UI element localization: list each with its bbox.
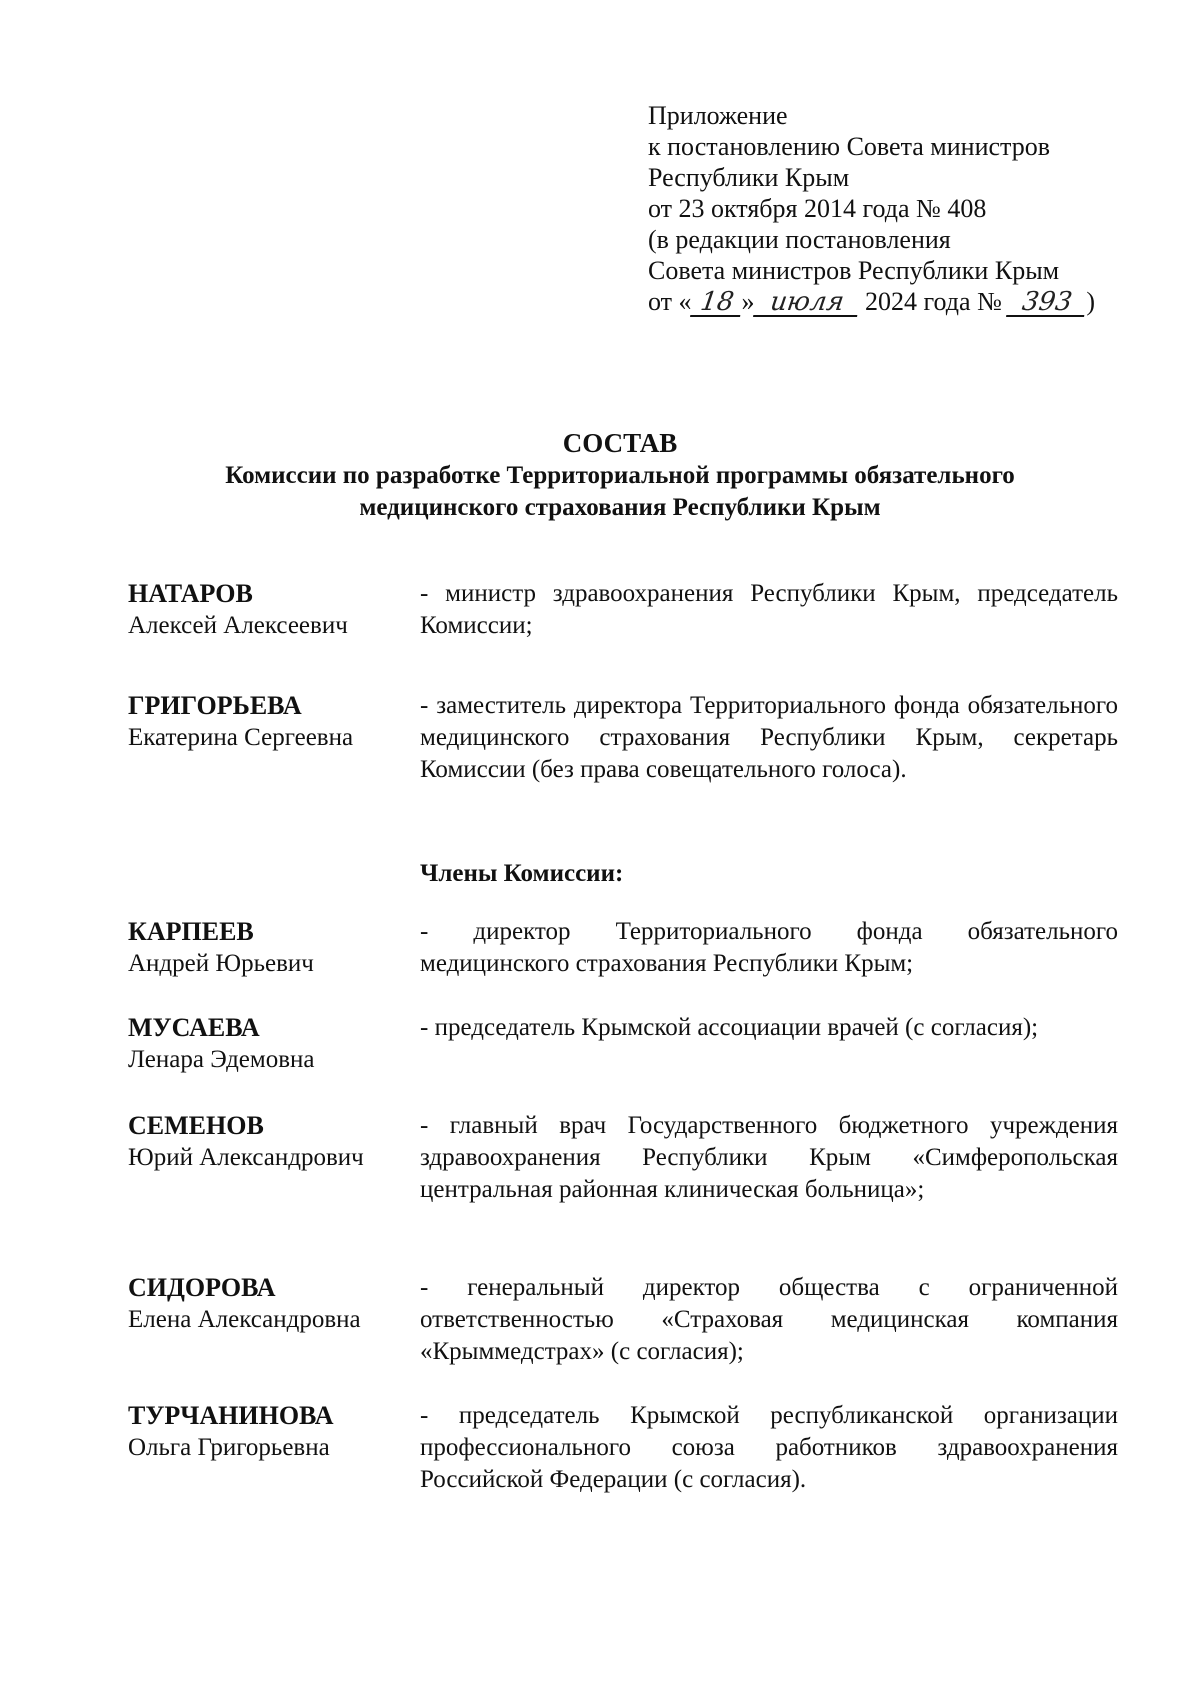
person-name xyxy=(128,690,418,754)
person-surname: СЕМЕНОВ xyxy=(128,1111,264,1140)
person-surname: ГРИГОРЬЕВА xyxy=(128,691,302,720)
date-prefix: от « xyxy=(648,287,692,316)
person-role: - министр здравоохранения Республики Крым, председатель Комиссии; xyxy=(420,580,1118,639)
person-role: - главный врач Государственного бюджетного учреждения здравоохранения Республики Крым «Симферопольская центральная районная клиническая больница»; xyxy=(420,1112,1118,1203)
person-given-name: Екатерина Сергеевна xyxy=(128,724,354,751)
person-given-name: Андрей Юрьевич xyxy=(128,950,314,977)
person-name xyxy=(128,1012,418,1076)
handwritten-day: 18 xyxy=(690,289,744,317)
person-name xyxy=(128,916,418,980)
person-surname: КАРПЕЕВ xyxy=(128,917,254,946)
appendix-line: Совета министров Республики Крым xyxy=(648,256,1060,285)
document-title: СОСТАВ xyxy=(562,428,678,458)
person-given-name: Ленара Эдемовна xyxy=(128,1046,315,1073)
date-suffix: ) xyxy=(1086,287,1096,316)
appendix-line: Приложение xyxy=(648,101,788,130)
person-given-name: Алексей Алексеевич xyxy=(128,612,348,639)
person-name xyxy=(128,1110,418,1174)
person-role: - генеральный директор общества с ограниченной ответственностью «Страховая медицинская компания «Крыммедстрах» (с согласия); xyxy=(420,1274,1118,1365)
members-heading: Члены Комиссии: xyxy=(420,860,624,887)
person-surname: СИДОРОВА xyxy=(128,1273,276,1302)
subtitle-line: Комиссии по разработке Территориальной программы обязательного xyxy=(225,462,1015,489)
person-given-name: Юрий Александрович xyxy=(128,1144,364,1171)
appendix-line: (в редакции постановления xyxy=(648,225,951,254)
person-given-name: Елена Александровна xyxy=(128,1306,361,1333)
person-given-name: Ольга Григорьевна xyxy=(128,1434,330,1461)
document-subtitle xyxy=(120,460,1120,524)
person-surname: НАТАРОВ xyxy=(128,579,253,608)
appendix-line: Республики Крым xyxy=(648,163,850,192)
subtitle-line: медицинского страхования Республики Крым xyxy=(359,494,881,521)
person-role: - заместитель директора Территориального фонда обязательного медицинского страхования Республики Крым, секретарь Комиссии (без права совещательного голоса). xyxy=(420,692,1118,783)
person-role: - директор Территориального фонда обязательного медицинского страхования Республики Крым; xyxy=(420,918,1118,977)
appendix-line: к постановлению Совета министров xyxy=(648,132,1050,161)
appendix-date-line xyxy=(648,286,1118,317)
person-role: - председатель Крымской республиканской организации профессионального союза работников здравоохранения Российской Федерации (с согласия). xyxy=(420,1402,1118,1493)
person-surname: ТУРЧАНИНОВА xyxy=(128,1401,334,1430)
person-name xyxy=(128,578,418,642)
person-name xyxy=(128,1400,418,1464)
handwritten-number: 393 xyxy=(1006,289,1088,317)
appendix-line: от 23 октября 2014 года № 408 xyxy=(648,194,987,223)
date-mid: » xyxy=(741,287,755,316)
person-role: - председатель Крымской ассоциации врачей (с согласия); xyxy=(420,1014,1039,1041)
person-surname: МУСАЕВА xyxy=(128,1013,260,1042)
appendix-block xyxy=(648,100,1118,317)
person-name xyxy=(128,1272,418,1336)
date-year: 2024 года № xyxy=(858,287,1009,316)
handwritten-month: июля xyxy=(753,289,861,317)
